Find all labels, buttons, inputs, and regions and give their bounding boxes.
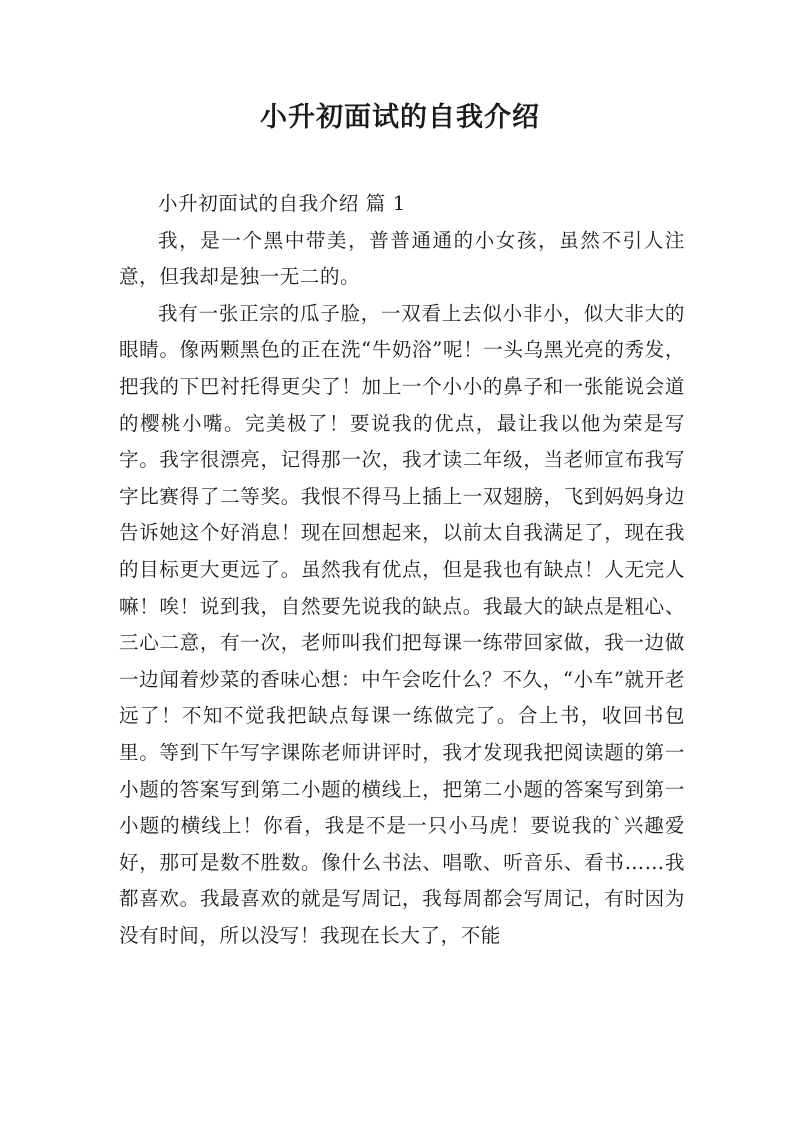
article-body: [119, 186, 685, 954]
section-heading: 小升初面试的自我介绍 篇 1: [158, 192, 406, 215]
paragraph-body: 我有一张正宗的瓜子脸，一双看上去似小非小，似大非大的眼睛。像两颗黑色的正在洗“牛奶浴”呢！一头乌黑光亮的秀发，把我的下巴衬托得更尖了！加上一个小小的鼻子和一张能说会道的樱桃小嘴。完美极了！要说我的优点，最让我以他为荣是写字。我字很漂亮，记得那一次，我才读二年级，当老师宣布我写字比赛得了二等奖。我恨不得马上插上一双翅膀，飞到妈妈身边告诉她这个好消息！现在回想起来，以前太自我满足了，现在我的目标更大更远了。虽然我有优点，但是我也有缺点！人无完人嘛！唉！说到我，自然要先说我的缺点。我最大的缺点是粗心、三心二意，有一次，老师叫我们把每课一练带回家做，我一边做一边闻着炒菜的香味心想：中午会吃什么？不久，“小车”就开老远了！不知不觉我把缺点每课一练做完了。合上书，收回书包里。等到下午写字课陈老师讲评时，我才发现我把阅读题的第一小题的答案写到第二小题的横线上，把第二小题的答案写到第一小题的横线上！你看，我是不是一只小马虎！要说我的`兴趣爱好，那可是数不胜数。像什么书法、唱歌、听音乐、看书……我都喜欢。我最喜欢的就是写周记，我每周都会写周记，有时因为没有时间，所以没写！我现在长大了，不能: [119, 301, 685, 947]
paragraph-intro: 我，是一个黑中带美，普普通通的小女孩，虽然不引人注意，但我却是独一无二的。: [119, 228, 685, 289]
document-title: 小升初面试的自我介绍: [260, 102, 540, 133]
